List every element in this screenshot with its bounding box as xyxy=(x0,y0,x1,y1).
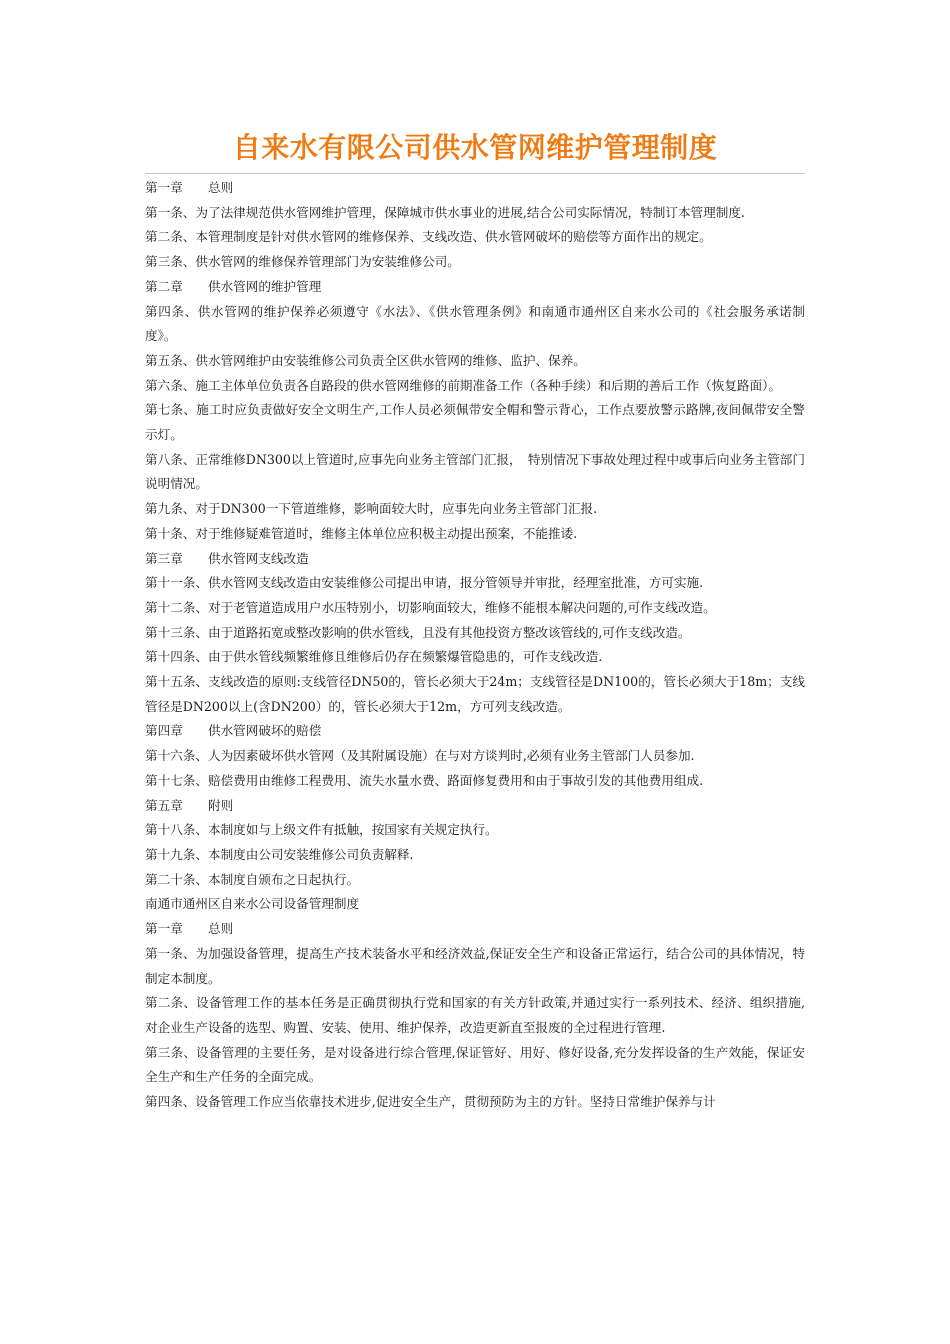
paragraph: 第十一条、供水管网支线改造由安装维修公司提出申请，报分管领导并审批，经理室批准，方可实施. xyxy=(145,575,704,591)
paragraph: 第五条、供水管网维护由安装维修公司负责全区供水管网的维修、监护、保养。 xyxy=(145,352,586,368)
paragraph: 第三章 供水管网支线改造 xyxy=(145,550,309,566)
paragraph: 第十八条、本制度如与上级文件有抵触，按国家有关规定执行。 xyxy=(145,822,498,838)
paragraph: 第五章 附则 xyxy=(145,797,234,813)
paragraph: 第三条、设备管理的主要任务，是对设备进行综合管理,保证管好、用好、修好设备,充分发挥设备的生产效能，保证安全生产和生产任务的全面完成。 xyxy=(145,1044,805,1085)
paragraph: 第二章 供水管网的维护管理 xyxy=(145,278,322,294)
document-page xyxy=(145,128,805,1115)
paragraph: 第九条、对于DN300一下管道维修，影响面较大时，应事先向业务主管部门汇报. xyxy=(145,501,598,517)
paragraph: 第七条、施工时应负责做好安全文明生产,工作人员必须佩带安全帽和警示背心，工作点要放警示路牌,夜间佩带安全警示灯。 xyxy=(145,402,805,443)
paragraph: 第一章 总则 xyxy=(145,180,234,195)
paragraph: 第一章 总则 xyxy=(145,921,234,937)
paragraph: 第一条、为了法律规范供水管网维护管理，保障城市供水事业的进展,结合公司实际情况，特制订本管理制度. xyxy=(145,204,745,220)
paragraph: 第一条、为加强设备管理，提高生产技术装备水平和经济效益,保证安全生产和设备正常运行，结合公司的具体情况，特制定本制度。 xyxy=(145,945,805,986)
paragraph: 第四条、供水管网的维护保养必须遵守《水法》、《供水管理条例》和南通市通州区自来水公司的《社会服务承诺制度》。 xyxy=(145,303,805,344)
paragraph: 第八条、正常维修DN300以上管道时,应事先向业务主管部门汇报， 特别情况下事故处理过程中或事后向业务主管部门说明情况。 xyxy=(145,451,805,492)
document-body xyxy=(145,176,805,1115)
paragraph: 第四条、设备管理工作应当依靠技术进步,促进安全生产，贯彻预防为主的方针。坚持日常维护保养与计 xyxy=(145,1094,716,1110)
paragraph: 第十九条、本制度由公司安装维修公司负责解释. xyxy=(145,846,414,862)
paragraph: 第三条、供水管网的维修保养管理部门为安装维修公司。 xyxy=(145,254,460,270)
paragraph: 第十四条、由于供水管线频繁维修且维修后仍存在频繁爆管隐患的，可作支线改造. xyxy=(145,649,603,665)
paragraph: 第十六条、人为因素破坏供水管网（及其附属设施）在与对方谈判时,必须有业务主管部门人员参加. xyxy=(145,748,695,764)
title-divider xyxy=(145,173,805,174)
paragraph: 第二十条、本制度自颁布之日起执行。 xyxy=(145,871,360,887)
paragraph: 第二条、本管理制度是针对供水管网的维修保养、支线改造、供水管网破坏的赔偿等方面作出的规定。 xyxy=(145,229,712,245)
document-title: 自来水有限公司供水管网维护管理制度 xyxy=(232,131,718,164)
paragraph: 第四章 供水管网破坏的赔偿 xyxy=(145,723,322,739)
paragraph: 南通市通州区自来水公司设备管理制度 xyxy=(145,896,360,912)
paragraph: 第二条、设备管理工作的基本任务是正确贯彻执行党和国家的有关方针政策,并通过实行一系列技术、经济、组织措施,对企业生产设备的选型、购置、安装、使用、维护保养，改造更新直至报废的全过程进行管理. xyxy=(145,995,805,1035)
paragraph: 第六条、施工主体单位负责各自路段的供水管网维修的前期准备工作（各种手续）和后期的善后工作（恢复路面）。 xyxy=(145,377,781,393)
paragraph: 第十五条、支线改造的原则:支线管径DN50的，管长必须大于24m；支线管径是DN100的，管长必须大于18m；支线管径是DN200以上(含DN200）的，管长必须大于12m，方可列支线改造。 xyxy=(145,674,805,714)
paragraph: 第十三条、由于道路拓宽或整改影响的供水管线，且没有其他投资方整改该管线的,可作支线改造。 xyxy=(145,624,691,640)
paragraph: 第十二条、对于老管道造成用户水压特别小，切影响面较大，维修不能根本解决问题的,可作支线改造。 xyxy=(145,599,716,615)
paragraph: 第十七条、赔偿费用由维修工程费用、流失水量水费、路面修复费用和由于事故引发的其他费用组成. xyxy=(145,772,704,788)
paragraph: 第十条、对于维修疑难管道时，维修主体单位应积极主动提出预案，不能推诿. xyxy=(145,525,578,541)
